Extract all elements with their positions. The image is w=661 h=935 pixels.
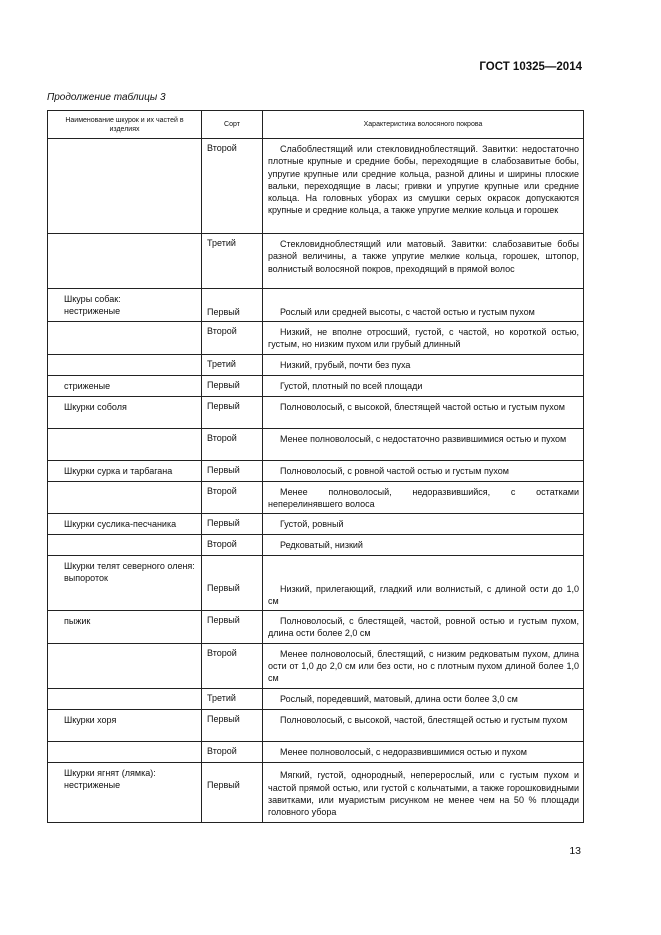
row-description: Рослый или средней высоты, с частой остью и густым пухом bbox=[263, 289, 584, 322]
row-grade: Первый bbox=[202, 556, 263, 611]
row-name bbox=[48, 322, 202, 355]
row-description: Полноволосый, с высокой, блестящей частой остью и густым пухом bbox=[263, 396, 584, 428]
row-description: Слабоблестящий или стекловидноблестящий. Завитки: недостаточно плотные крупные и средние бобы, переходящие в слабозавитые бобы, упругие крупные или средние кольца, разной длины и ширины плоские вальки, переходящие в ласы; гривки и упругие крупные или средние кольца. На головных уборах из смушки серых окрасок допускаются крупные и средние кольца, а также упругие мелкие кольца и горошек bbox=[263, 139, 584, 234]
table-row bbox=[48, 556, 584, 611]
table-row bbox=[48, 234, 584, 289]
row-description: Рослый, поредевший, матовый, длина ости более 3,0 см bbox=[263, 688, 584, 709]
row-name bbox=[48, 535, 202, 556]
table-row bbox=[48, 396, 584, 428]
row-grade: Второй bbox=[202, 535, 263, 556]
row-description: Редковатый, низкий bbox=[263, 535, 584, 556]
row-name-text: Шкурки телят северного оленя: bbox=[64, 561, 195, 572]
row-description: Полноволосый, с высокой, частой, блестящей остью и густым пухом bbox=[263, 709, 584, 741]
row-description: Низкий, грубый, почти без пуха bbox=[263, 354, 584, 375]
row-grade: Первый bbox=[202, 375, 263, 396]
row-name bbox=[48, 234, 202, 289]
row-name bbox=[48, 139, 202, 234]
table-row bbox=[48, 688, 584, 709]
row-grade: Первый bbox=[202, 396, 263, 428]
row-description: Мягкий, густой, однородный, неперерослый, или с густым пухом и частой прямой остью, или густой с кольчатыми, а также горошковидными завитками, или муаристым рисунком не менее чем на 50 % площади головного убора bbox=[263, 762, 584, 822]
table-row bbox=[48, 139, 584, 234]
table-row bbox=[48, 460, 584, 481]
table-header-row bbox=[48, 111, 584, 139]
column-header-name: Наименование шкурок и их частей в изделиях bbox=[48, 111, 202, 139]
row-name bbox=[48, 556, 202, 611]
table-row bbox=[48, 354, 584, 375]
table-row bbox=[48, 481, 584, 514]
table-row bbox=[48, 762, 584, 822]
table-row bbox=[48, 709, 584, 741]
row-description: Менее полноволосый, блестящий, с низким редковатым пухом, длина ости от 1,0 до 2,0 см или без ости, но с плотным пухом длиной более 1,0 см bbox=[263, 643, 584, 688]
row-name: Шкурки суслика-песчаника bbox=[48, 514, 202, 535]
table-row bbox=[48, 611, 584, 644]
row-grade: Второй bbox=[202, 322, 263, 355]
table-row bbox=[48, 428, 584, 460]
row-grade: Первый bbox=[202, 289, 263, 322]
table-row bbox=[48, 289, 584, 322]
row-name-text: Шкурки ягнят (лямка): нестриженые bbox=[64, 767, 156, 790]
row-name bbox=[48, 354, 202, 375]
table-row bbox=[48, 741, 584, 762]
row-grade: Третий bbox=[202, 234, 263, 289]
standard-designation: ГОСТ 10325—2014 bbox=[479, 61, 582, 73]
row-name: Шкурки соболя bbox=[48, 396, 202, 428]
row-grade: Первый bbox=[202, 460, 263, 481]
row-name bbox=[48, 428, 202, 460]
table-caption: Продолжение таблицы 3 bbox=[47, 92, 166, 103]
row-grade: Второй bbox=[202, 741, 263, 762]
row-name: Шкурки сурка и тарбагана bbox=[48, 460, 202, 481]
row-grade: Первый bbox=[202, 709, 263, 741]
row-name: стриженые bbox=[48, 375, 202, 396]
table-row bbox=[48, 375, 584, 396]
row-grade: Второй bbox=[202, 428, 263, 460]
row-name bbox=[48, 688, 202, 709]
row-grade: Третий bbox=[202, 688, 263, 709]
row-grade: Второй bbox=[202, 139, 263, 234]
fur-characteristics-table bbox=[47, 110, 584, 823]
row-grade: Второй bbox=[202, 481, 263, 514]
row-name bbox=[48, 741, 202, 762]
table-row bbox=[48, 643, 584, 688]
row-grade: Первый bbox=[202, 611, 263, 644]
row-name bbox=[48, 289, 202, 322]
row-description: Низкий, прилегающий, гладкий или волнистый, с длиной ости до 1,0 см bbox=[263, 556, 584, 611]
table-row bbox=[48, 514, 584, 535]
row-name: Шкурки хоря bbox=[48, 709, 202, 741]
row-grade: Третий bbox=[202, 354, 263, 375]
row-description: Низкий, не вполне отросший, густой, с частой, но короткой остью, густым, но низким пухом или грубый длинный bbox=[263, 322, 584, 355]
row-name-subtext: выпороток bbox=[64, 573, 108, 584]
row-grade: Второй bbox=[202, 643, 263, 688]
row-description: Полноволосый, с блестящей, частой, ровной остью и густым пухом, длина ости более 2,0 см bbox=[263, 611, 584, 644]
row-description: Густой, плотный по всей площади bbox=[263, 375, 584, 396]
row-description: Менее полноволосый, недоразвившийся, с остатками неперелинявшего волоса bbox=[263, 481, 584, 514]
row-grade: Первый bbox=[202, 514, 263, 535]
row-description: Менее полноволосый, с недостаточно развившимися остью и пухом bbox=[263, 428, 584, 460]
row-description: Менее полноволосый, с недоразвившимися остью и пухом bbox=[263, 741, 584, 762]
table-row bbox=[48, 535, 584, 556]
row-name bbox=[48, 643, 202, 688]
row-description: Стекловидноблестящий или матовый. Завитки: слабозавитые бобы разной величины, а также упругие мелкие кольца, горошек, штопор, волнистый волосяной покров, преходящий в прямой волос bbox=[263, 234, 584, 289]
row-name: пыжик bbox=[48, 611, 202, 644]
row-name bbox=[48, 481, 202, 514]
row-description: Полноволосый, с ровной частой остью и густым пухом bbox=[263, 460, 584, 481]
row-grade: Первый bbox=[202, 762, 263, 822]
table-row bbox=[48, 322, 584, 355]
row-description: Густой, ровный bbox=[263, 514, 584, 535]
column-header-description: Характеристика волосяного покрова bbox=[263, 111, 584, 139]
page-number: 13 bbox=[569, 845, 581, 857]
row-name bbox=[48, 762, 202, 822]
row-name-text: Шкуры собак: нестриженые bbox=[64, 294, 121, 317]
column-header-grade: Сорт bbox=[202, 111, 263, 139]
